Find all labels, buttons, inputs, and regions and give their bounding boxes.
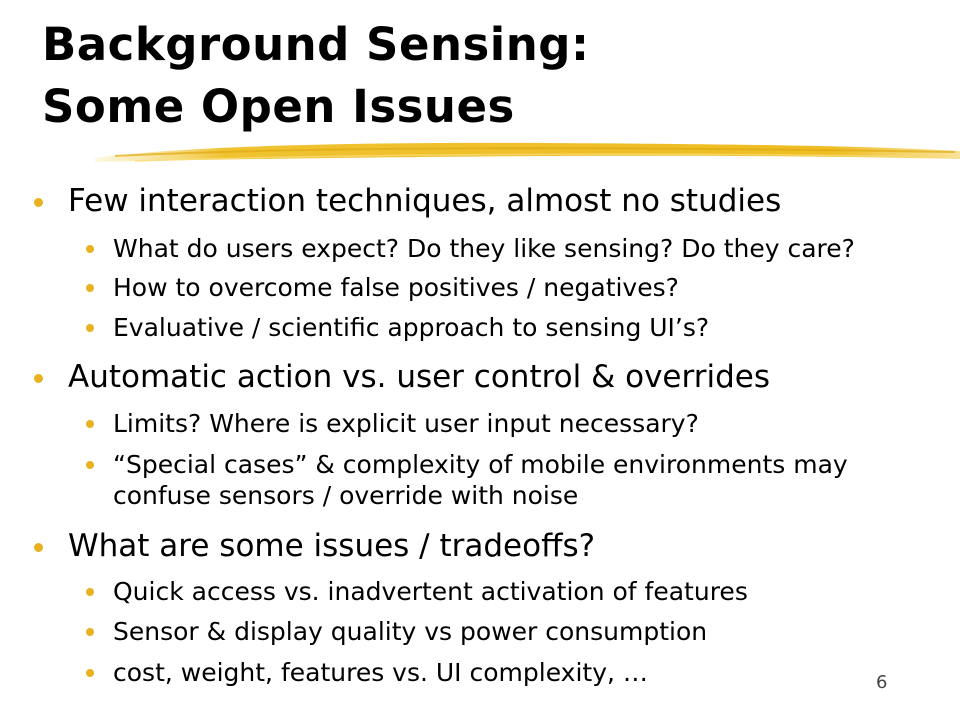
bullet-dot	[34, 543, 43, 552]
bullet-2-text: Automatic action vs. user control & overrides	[68, 359, 770, 395]
highlighter-stroke	[95, 132, 960, 180]
title-line-1: Background Sensing:	[42, 18, 590, 71]
sub-bullet-text: What do users expect? Do they like sensing? Do they care?	[113, 234, 855, 263]
sub-bullet-3-2	[113, 616, 707, 647]
bullet-dot	[86, 245, 94, 253]
sub-bullet-1-2	[113, 272, 679, 303]
bullet-dot	[86, 628, 94, 636]
bullet-dot	[86, 588, 94, 596]
sub-bullet-text: cost, weight, features vs. UI complexity, …	[113, 658, 648, 687]
bullet-3	[68, 527, 595, 565]
sub-bullet-2-1	[113, 408, 699, 439]
sub-bullet-2-2-continued	[113, 480, 578, 511]
bullet-dot	[34, 374, 43, 383]
bullet-3-text: What are some issues / tradeoffs?	[68, 528, 596, 564]
sub-bullet-text: How to overcome false positives / negatives?	[113, 273, 679, 302]
sub-bullet-text: “Special cases” & complexity of mobile environments may	[113, 450, 848, 479]
sub-bullet-text: Quick access vs. inadvertent activation of features	[113, 577, 748, 606]
sub-bullet-text: confuse sensors / override with noise	[113, 481, 579, 510]
sub-bullet-3-1	[113, 576, 748, 607]
sub-bullet-3-3	[113, 657, 648, 688]
page-number: 6	[876, 672, 888, 693]
sub-bullet-1-1	[113, 233, 855, 264]
bullet-dot	[86, 324, 94, 332]
sub-bullet-2-2	[113, 449, 848, 480]
bullet-2	[68, 358, 770, 396]
sub-bullet-text: Limits? Where is explicit user input necessary?	[113, 409, 699, 438]
slide-title	[42, 14, 589, 138]
bullet-1	[68, 182, 781, 220]
bullet-dot	[86, 669, 94, 677]
sub-bullet-text: Evaluative / scientific approach to sensing UI’s?	[113, 313, 710, 342]
bullet-dot	[86, 420, 94, 428]
sub-bullet-1-3	[113, 312, 709, 343]
bullet-dot	[34, 198, 43, 207]
bullet-1-text: Few interaction techniques, almost no studies	[68, 183, 782, 219]
bullet-dot	[86, 284, 94, 292]
bullet-dot	[86, 461, 94, 469]
sub-bullet-text: Sensor & display quality vs power consumption	[113, 617, 708, 646]
title-line-2: Some Open Issues	[42, 80, 515, 133]
